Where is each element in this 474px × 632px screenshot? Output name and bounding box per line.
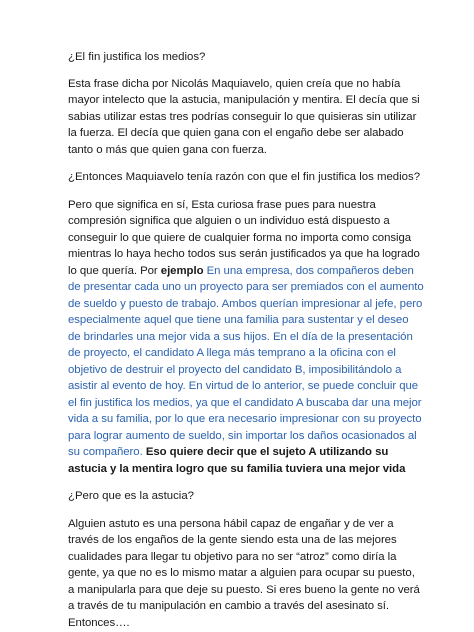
example-conclusion-text: Eso quiere decir que el sujeto A utilizando su astucia y la mentira logro que su familia tuviera una mejor vida — [68, 446, 406, 475]
paragraph-astucia: Alguien astuto es una persona hábil capaz de engañar y de ver a través de los engaños de la gente siendo esta una de las mejores cualidades para llegar tu objetivo para no ser “atroz” como diría la gente, ya que no es lo mismo matar a alguien para ocupar su puesto, a manipularla para que deje su puesto. Si eres bueno la gente no verá a través de tu manipulación en cambio a través del asesinato sí. Entonces…. — [68, 517, 420, 629]
paragraph-example-intro: Pero que significa en sí, Esta curiosa frase pues para nuestra compresión significa que alguien o un individuo está dispuesto a conseguir lo que quiere de cualquier forma no importa como consiga mientras lo haya hecho todos sus serán justificados ya que ha logrado lo que quería. Por — [68, 198, 420, 277]
question-heading-2: ¿Entonces Maquiavelo tenía razón con que el fin justifica los medios? — [68, 171, 421, 184]
paragraph-maquiavelo: Esta frase dicha por Nicolás Maquiavelo, quien creía que no había mayor intelecto que la astucia, manipulación y mentira. El decía que si sabias utilizar estas tres podrías conseguir lo que quisieras sin utilizar la fuerza. El decía que quien gana con el engaño debe ser alabado tanto o más que quien gana con fuerza. — [68, 77, 420, 156]
example-story-text: En una empresa, dos compañeros deben de presentar cada uno un proyecto para ser premiados con el aumento de sueldo y puesto de trabajo. Ambos querían impresionar al jefe, pero especialmente aquel que tiene una familia para sustentar y el deseo de brindarles una mejor vida a sus hijos. En el día de la presentación de proyecto, el candidato A llega más temprano a la oficina con el objetivo de destruir el proyecto del candidato B, imposibilitándolo a asistir al evento de hoy. En virtud de lo anterior, se puede concluir que el fin justifica los medios, ya que el candidato A buscaba dar una mejor vida a su familia, por lo que era necesario impresionar con su proyecto para lograr aumento de sueldo, sin importar los daños ocasionados al su compañero. — [68, 264, 424, 459]
paragraph-example — [68, 197, 424, 478]
question-heading-1: ¿El fin justifica los medios? — [68, 51, 206, 63]
ejemplo-label: ejemplo — [160, 264, 204, 277]
question-heading-3: ¿Pero que es la astucia? — [68, 490, 195, 503]
